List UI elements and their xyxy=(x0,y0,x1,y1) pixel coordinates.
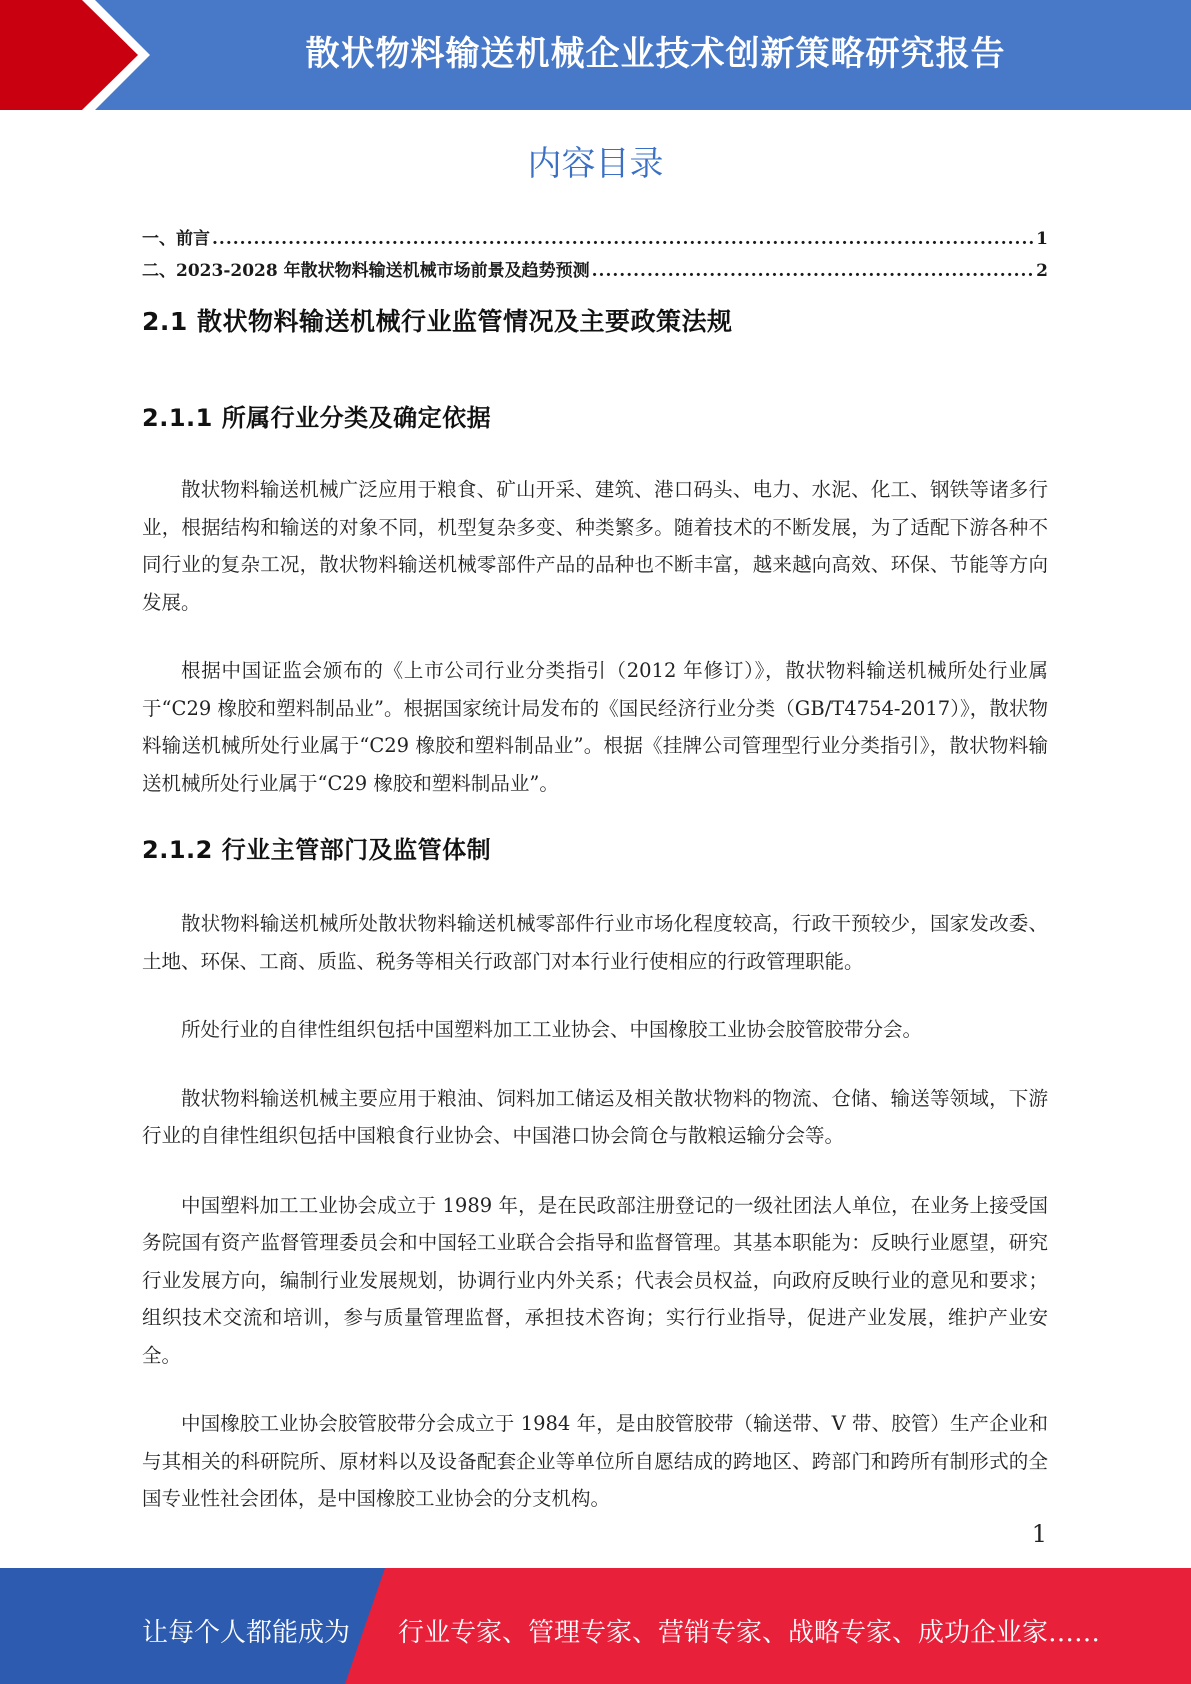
toc-leader-dots xyxy=(592,261,1035,281)
page-number: 1 xyxy=(1031,1520,1047,1548)
header-arrow-icon xyxy=(0,0,138,110)
header-banner xyxy=(0,0,1191,110)
toc-heading: 内容目录 xyxy=(527,144,664,184)
toc-entry-page: 1 xyxy=(1036,229,1048,249)
toc-entry-page: 2 xyxy=(1036,261,1048,281)
section-heading-2-1-2: 2.1.2 行业主管部门及监管体制 xyxy=(142,836,492,864)
table-of-contents xyxy=(142,224,1048,288)
section-heading-2-1: 2.1 散状物料输送机械行业监管情况及主要政策法规 xyxy=(142,307,733,336)
toc-entry-label: 一、前言 xyxy=(142,229,210,249)
body-paragraph: 根据中国证监会颁布的《上市公司行业分类指引（2012 年修订）》，散状物料输送机械所处行业属于“C29 橡胶和塑料制品业”。根据国家统计局发布的《国民经济行业分类（GB/T4754-2017）》，散状物料输送机械所处行业属于“C29 橡胶和塑料制品业”。根据《挂牌公司管理型行业分类指引》，散状物料输送机械所处行业属于“C29 橡胶和塑料制品业”。 xyxy=(142,659,1048,795)
toc-entry-label: 二、2023-2028 年散状物料输送机械市场前景及趋势预测 xyxy=(142,261,590,281)
body-paragraph: 散状物料输送机械广泛应用于粮食、矿山开采、建筑、港口码头、电力、水泥、化工、钢铁等诸多行业，根据结构和输送的对象不同，机型复杂多变、种类繁多。随着技术的不断发展，为了适配下游各种不同行业的复杂工况，散状物料输送机械零部件产品的品种也不断丰富，越来越向高效、环保、节能等方向发展。 xyxy=(142,478,1048,614)
toc-entry[interactable] xyxy=(142,224,1048,256)
document-body xyxy=(142,296,1048,1518)
footer-slogan-left: 让每个人都能成为 xyxy=(142,1618,351,1648)
body-paragraph: 中国塑料加工工业协会成立于 1989 年，是在民政部注册登记的一级社团法人单位，在业务上接受国务院国有资产监督管理委员会和中国轻工业联合会指导和监督管理。其基本职能为：反映行业愿望，研究行业发展方向，编制行业发展规划，协调行业内外关系；代表会员权益，向政府反映行业的意见和要求；组织技术交流和培训，参与质量管理监督，承担技术咨询；实行行业指导，促进产业发展，维护产业安全。 xyxy=(142,1193,1048,1367)
footer-slogan-right: 行业专家、管理专家、营销专家、战略专家、成功企业家…… xyxy=(398,1618,1101,1648)
body-paragraph: 散状物料输送机械主要应用于粮油、饲料加工储运及相关散状物料的物流、仓储、输送等领域，下游行业的自律性组织包括中国粮食行业协会、中国港口协会筒仓与散粮运输分会等。 xyxy=(142,1086,1048,1147)
footer-banner xyxy=(0,1568,1191,1684)
report-title: 散状物料输送机械企业技术创新策略研究报告 xyxy=(305,34,1006,74)
toc-entry[interactable] xyxy=(142,256,1048,288)
body-paragraph: 散状物料输送机械所处散状物料输送机械零部件行业市场化程度较高，行政干预较少，国家发改委、土地、环保、工商、质监、税务等相关行政部门对本行业行使相应的行政管理职能。 xyxy=(142,912,1048,973)
toc-leader-dots xyxy=(212,229,1034,249)
body-paragraph: 中国橡胶工业协会胶管胶带分会成立于 1984 年，是由胶管胶带（输送带、V 带、胶管）生产企业和与其相关的科研院所、原材料以及设备配套企业等单位所自愿结成的跨地区、跨部门和跨所有制形式的全国专业性社会团体，是中国橡胶工业协会的分支机构。 xyxy=(142,1412,1048,1510)
section-heading-2-1-1: 2.1.1 所属行业分类及确定依据 xyxy=(142,404,492,432)
body-paragraph: 所处行业的自律性组织包括中国塑料加工工业协会、中国橡胶工业协会胶管胶带分会。 xyxy=(181,1018,923,1041)
